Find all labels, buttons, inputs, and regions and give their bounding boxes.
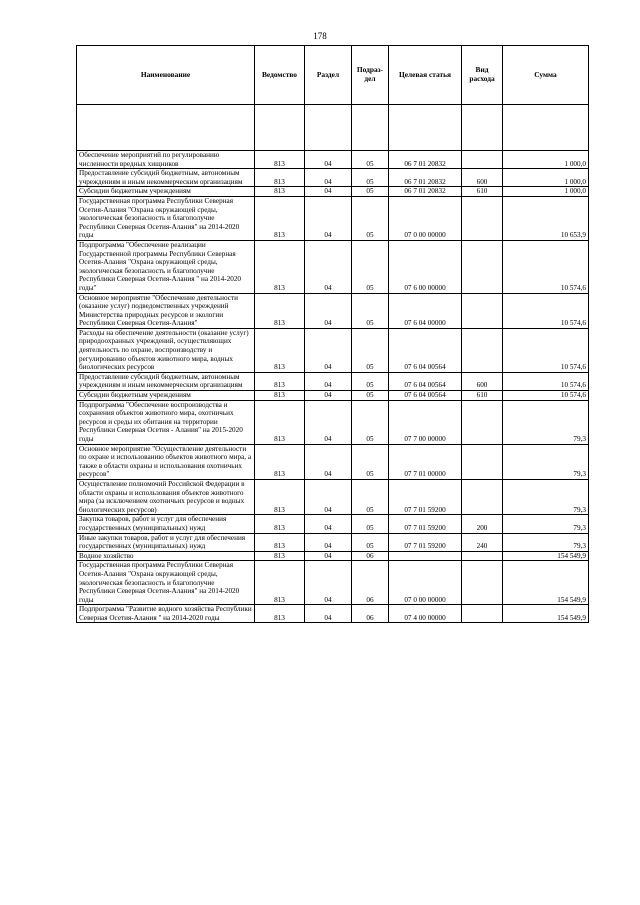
cell-amount: 10 574,6 [503,372,589,390]
cell-department: 813 [255,196,305,240]
cell-department: 813 [255,400,305,444]
cell-target-article: 06 7 01 20832 [389,187,462,197]
cell-name: Субсидии бюджетным учреждениям [77,391,255,401]
cell-name: Государственная программа Республики Северная Осетия-Алания "Охрана окружающей среды, экологическая безопасность и благополучие Республики Северная Осетия-Алания" на 2014-2020 годы [77,196,255,240]
cell-target-article: 07 7 01 59200 [389,479,462,514]
cell-section: 04 [305,561,352,605]
cell-name: Осуществление полномочий Российской Федерации в области охраны и использования объектов животного мира (за исключением охотничьих ресурсов и водных биологических ресурсов) [77,479,255,514]
cell-department: 813 [255,479,305,514]
table-row [77,605,589,623]
cell-amount: 154 549,9 [503,605,589,623]
cell-expense-type [462,479,503,514]
cell-subsection: 05 [352,151,389,169]
cell-amount: 79,3 [503,533,589,551]
cell-section: 04 [305,372,352,390]
cell-expense-type [462,328,503,372]
table-row [77,561,589,605]
cell-department: 813 [255,328,305,372]
cell-expense-type: 600 [462,372,503,390]
cell-target-article: 07 6 04 00564 [389,391,462,401]
cell-name: Предоставление субсидий бюджетным, автономным учреждениям и иным некоммерческим организациям [77,169,255,187]
cell-department: 813 [255,169,305,187]
cell-amount: 10 574,6 [503,293,589,328]
cell-subsection: 05 [352,515,389,533]
cell-target-article: 07 7 01 59200 [389,515,462,533]
table-row [77,515,589,533]
cell-name: Государственная программа Республики Северная Осетия-Алания "Охрана окружающей среды, экологическая безопасность и благополучие Республики Северная Осетия-Алания" на 2014-2020 годы [77,561,255,605]
cell-name: Основное мероприятие "Осуществление деятельности по охране и использованию объектов животного мира, а также в области охраны и использования охотничьих ресурсов" [77,444,255,479]
cell-department: 813 [255,151,305,169]
header-name: Наименование [77,46,255,105]
cell-department: 813 [255,187,305,197]
cell-expense-type: 610 [462,187,503,197]
cell-name: Водное хозяйство [77,551,255,561]
cell-target-article: 07 6 04 00564 [389,328,462,372]
table-row [77,169,589,187]
table-row [77,372,589,390]
cell-expense-type: 610 [462,391,503,401]
cell-target-article: 07 6 00 00000 [389,240,462,293]
cell-amount: 10 653,9 [503,196,589,240]
cell-subsection: 05 [352,533,389,551]
cell-name: Подпрограмма "Обеспечение воспроизводства и сохранения объектов животного мира, охотничьих ресурсов и среды их обитания на территории Республики Северная Осетия - Алания" на 2015-2020 годы [77,400,255,444]
cell-expense-type [462,240,503,293]
cell-section: 04 [305,196,352,240]
header-row [77,46,589,105]
cell-department: 813 [255,372,305,390]
cell-expense-type [462,561,503,605]
cell-subsection: 05 [352,196,389,240]
cell-expense-type [462,551,503,561]
cell-amount: 10 574,6 [503,391,589,401]
header-target-article: Целевая статья [389,46,462,105]
cell-subsection: 05 [352,391,389,401]
cell-amount: 154 549,9 [503,561,589,605]
cell-expense-type: 600 [462,169,503,187]
cell-department: 813 [255,551,305,561]
cell-target-article: 07 7 01 59200 [389,533,462,551]
cell-amount: 10 574,6 [503,328,589,372]
cell-department: 813 [255,605,305,623]
table-row [77,328,589,372]
cell-expense-type [462,151,503,169]
cell-target-article: 07 0 00 00000 [389,561,462,605]
cell-expense-type: 240 [462,533,503,551]
cell-name: Иные закупки товаров, работ и услуг для обеспечения государственных (муниципальных) нужд [77,533,255,551]
cell-name: Субсидии бюджетным учреждениям [77,187,255,197]
cell-section: 04 [305,240,352,293]
cell-expense-type [462,196,503,240]
cell-section: 04 [305,400,352,444]
cell-amount: 154 549,9 [503,551,589,561]
cell-amount: 10 574,6 [503,240,589,293]
cell-name: Закупка товаров, работ и услуг для обеспечения государственных (муниципальных) нужд [77,515,255,533]
cell-subsection: 05 [352,444,389,479]
cell-name: Расходы на обеспечение деятельности (оказание услуг) природоохранных учреждений, осуществляющих деятельность по охране, воспроизводству и регулированию объектов животного мира, водных биологических ресурсов [77,328,255,372]
cell-subsection: 06 [352,551,389,561]
header-subsection: Подраз- дел [352,46,389,105]
page-number: 178 [313,31,327,41]
cell-target-article: 07 7 01 00000 [389,444,462,479]
table-row [77,551,589,561]
budget-table [76,45,589,623]
header-amount: Сумма [503,46,589,105]
cell-section: 04 [305,328,352,372]
cell-amount: 79,3 [503,400,589,444]
cell-department: 813 [255,561,305,605]
cell-section: 04 [305,479,352,514]
cell-amount: 79,3 [503,479,589,514]
cell-target-article: 07 6 04 00564 [389,372,462,390]
cell-amount: 1 000,0 [503,151,589,169]
cell-expense-type [462,444,503,479]
table-row [77,196,589,240]
cell-subsection: 05 [352,372,389,390]
cell-target-article: 06 7 01 20832 [389,151,462,169]
cell-subsection: 05 [352,240,389,293]
cell-section: 04 [305,151,352,169]
table-row [77,240,589,293]
cell-name: Предоставление субсидий бюджетным, автономным учреждениям и иным некоммерческим организациям [77,372,255,390]
cell-department: 813 [255,444,305,479]
cell-name: Основное мероприятие "Обеспечение деятельности (оказание услуг) подведомственных учреждений Министерства природных ресурсов и экологии Республики Северная Осетия-Алания" [77,293,255,328]
cell-subsection: 06 [352,561,389,605]
cell-expense-type [462,400,503,444]
cell-department: 813 [255,293,305,328]
cell-target-article: 07 0 00 00000 [389,196,462,240]
cell-department: 813 [255,391,305,401]
cell-amount: 79,3 [503,515,589,533]
cell-section: 04 [305,169,352,187]
table-row [77,151,589,169]
cell-subsection: 06 [352,605,389,623]
cell-subsection: 05 [352,479,389,514]
cell-subsection: 05 [352,169,389,187]
cell-expense-type [462,293,503,328]
cell-section: 04 [305,605,352,623]
cell-target-article: 07 7 00 00000 [389,400,462,444]
cell-section: 04 [305,551,352,561]
cell-section: 04 [305,515,352,533]
table-row [77,479,589,514]
cell-section: 04 [305,391,352,401]
cell-department: 813 [255,240,305,293]
cell-target-article: 06 7 01 20832 [389,169,462,187]
cell-target-article: 07 4 00 00000 [389,605,462,623]
cell-expense-type [462,605,503,623]
cell-department: 813 [255,515,305,533]
cell-section: 04 [305,444,352,479]
cell-subsection: 05 [352,293,389,328]
cell-section: 04 [305,187,352,197]
cell-amount: 1 000,0 [503,187,589,197]
header-department: Ведомство [255,46,305,105]
cell-target-article [389,551,462,561]
cell-subsection: 05 [352,400,389,444]
cell-subsection: 05 [352,328,389,372]
cell-amount: 79,3 [503,444,589,479]
table-row [77,187,589,197]
cell-name: Обеспечение мероприятий по регулированию численности вредных хищников [77,151,255,169]
header-expense-type: Вид расхода [462,46,503,105]
table-row [77,444,589,479]
cell-department: 813 [255,533,305,551]
cell-section: 04 [305,293,352,328]
cell-section: 04 [305,533,352,551]
cell-target-article: 07 6 04 00000 [389,293,462,328]
table-row [77,533,589,551]
cell-name: Подпрограмма "Обеспечение реализации Государственной программы Республики Северная Осетия-Алания "Охрана окружающей среды, экологическая безопасность и благополучие Республики Северная Осетия-Алания " на 2014-2020 годы" [77,240,255,293]
cell-amount: 1 000,0 [503,169,589,187]
header-spacer-row [77,105,589,151]
table-row [77,400,589,444]
cell-subsection: 05 [352,187,389,197]
table-row [77,293,589,328]
cell-expense-type: 200 [462,515,503,533]
header-section: Раздел [305,46,352,105]
table-row [77,391,589,401]
cell-name: Подпрограмма "Развитие водного хозяйства Республики Северная Осетия-Алания " на 2014-2020 годы [77,605,255,623]
